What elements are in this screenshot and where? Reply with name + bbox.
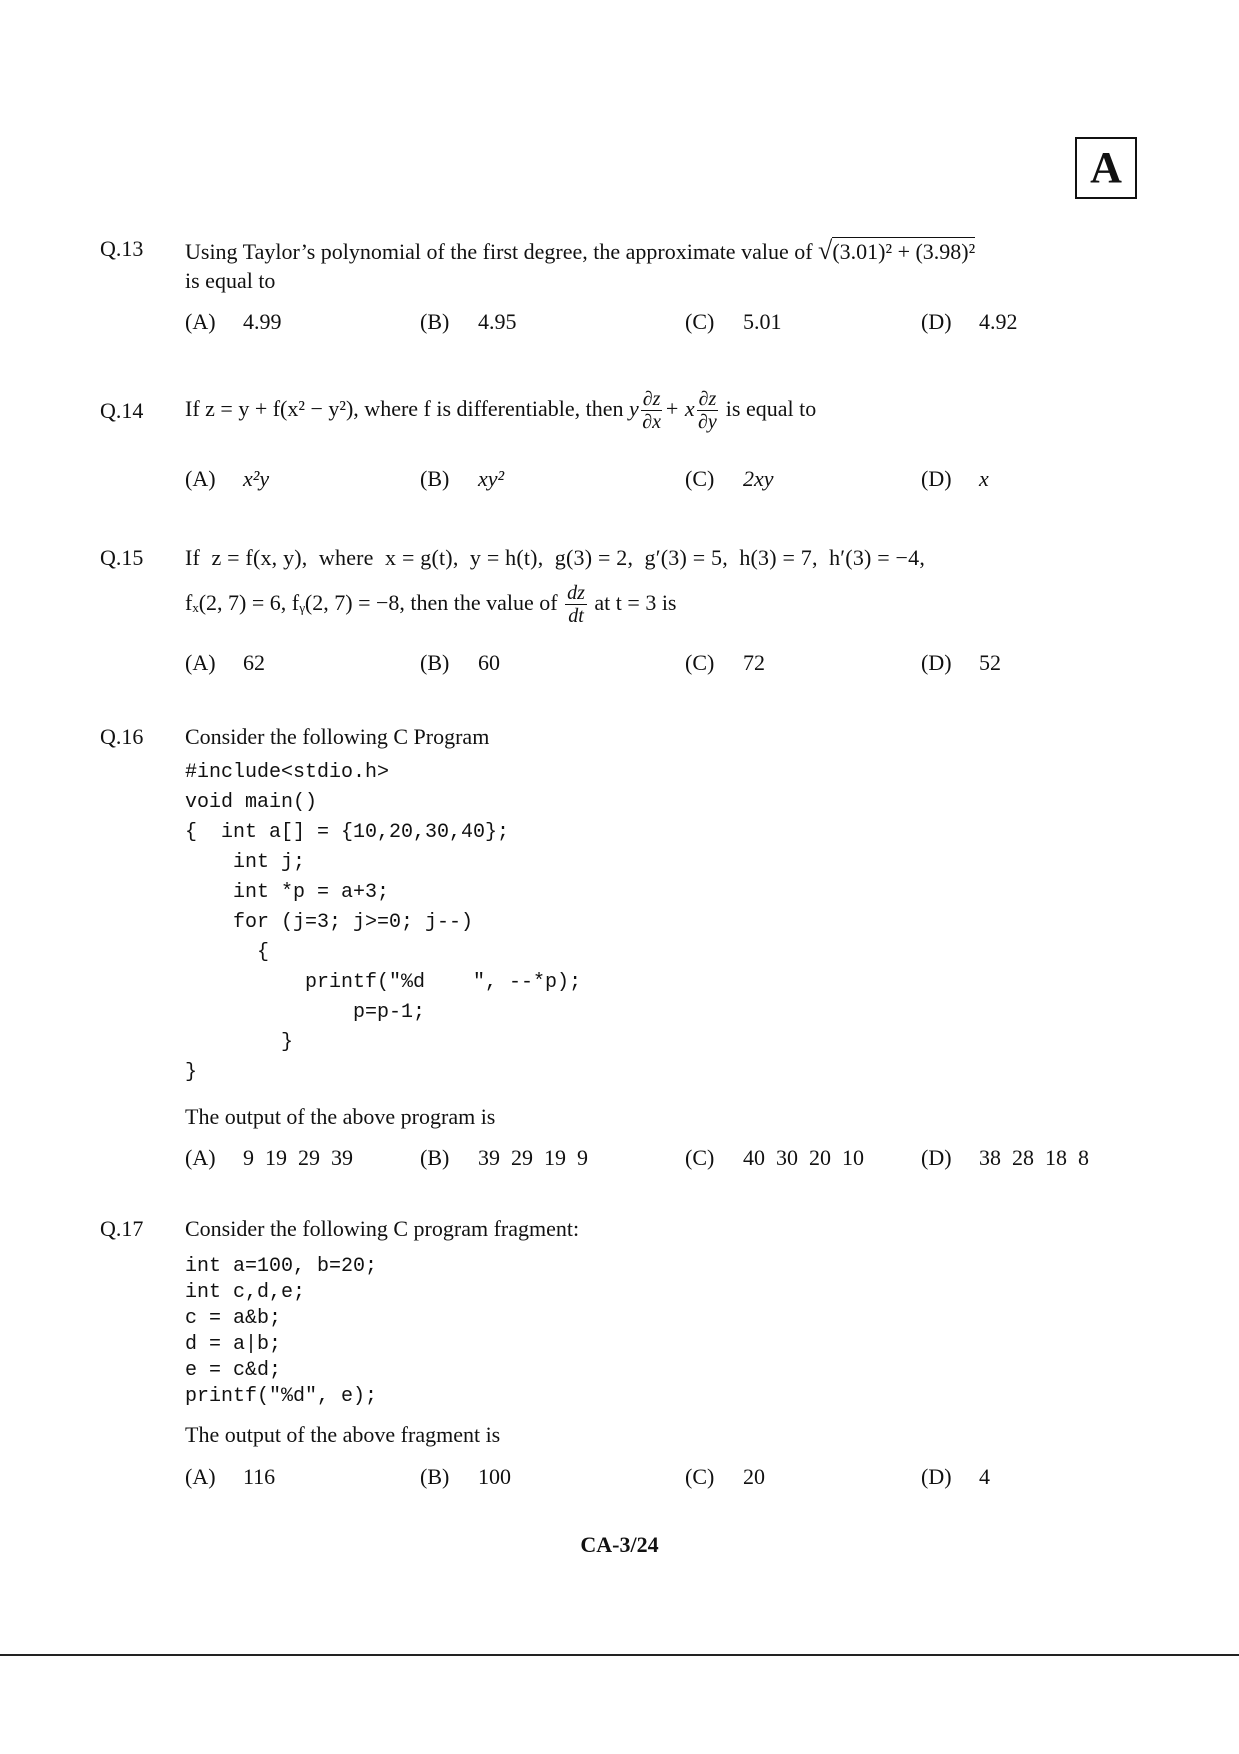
code-line: int c,d,e; [185, 1281, 306, 1304]
code-line: printf("%d", e); [185, 1385, 378, 1408]
q15-option-a[interactable]: (A) 62 [185, 650, 265, 675]
code-line: for (j=3; j>=0; j--) [185, 911, 474, 934]
q17-option-a[interactable]: (A) 116 [185, 1464, 276, 1489]
q14-option-d[interactable]: (D) x [921, 466, 989, 491]
q14-frac-dzdx: $\frac{\partial z}{\partial x}$ [642, 388, 662, 434]
q14-text-a: If z = y + f(x² − y²), where f is differentiable, then [185, 396, 624, 421]
q16-option-c[interactable]: (C) 40 30 20 10 [685, 1145, 864, 1170]
q14-text [185, 384, 816, 434]
code-line: } [185, 1031, 294, 1054]
q16-option-a[interactable]: (A) 9 19 29 39 [185, 1145, 353, 1170]
code-line: #include<stdio.h> [185, 761, 390, 784]
code-line: void main() [185, 791, 318, 814]
q15-option-b[interactable]: (B) 60 [420, 650, 500, 675]
q14-expr-plus-x: + x [664, 396, 695, 421]
code-line: int a=100, b=20; [185, 1255, 378, 1278]
page-footer: CA-3/24 [580, 1532, 659, 1557]
q15-frac-dzdt: $\frac{dz}{dt}$ [567, 582, 585, 628]
q14-number: Q.14 [100, 398, 144, 423]
q17-number: Q.17 [100, 1216, 144, 1241]
page-divider [0, 1654, 1239, 1656]
code-line: printf("%d ", --*p); [185, 971, 582, 994]
q17-question: The output of the above fragment is [185, 1422, 501, 1447]
q16-option-d[interactable]: (D) 38 28 18 8 [921, 1145, 1089, 1170]
code-line: c = a&b; [185, 1307, 282, 1330]
q13-sqrt: √(3.01)² + (3.98)² [818, 236, 976, 265]
q14-expr-y: y [629, 396, 639, 421]
code-line: e = c&d; [185, 1359, 282, 1382]
q15-line2-a: fₓ(2, 7) = 6, fᵧ(2, 7) = −8, then the value of [185, 590, 558, 615]
q16-code-block [185, 758, 581, 1088]
q15-option-d[interactable]: (D) 52 [921, 650, 1001, 675]
q13-number: Q.13 [100, 236, 144, 261]
q15-line2-b: at t = 3 is [594, 590, 677, 615]
question-set-label [1075, 137, 1137, 199]
q14-text-b: is equal to [725, 396, 817, 421]
q13-radicand: (3.01)² + (3.98)² [832, 239, 976, 264]
q17-code-block [185, 1254, 377, 1410]
q13-option-c[interactable]: (C) 5.01 [685, 309, 782, 334]
q15-line1: If z = f(x, y), where x = g(t), y = h(t), g(3) = 2, g′(3) = 5, h(3) = 7, h′(3) = −4, [185, 545, 926, 570]
q16-number: Q.16 [100, 724, 144, 749]
q16-intro: Consider the following C Program [185, 724, 490, 749]
code-line: { int a[] = {10,20,30,40}; [185, 821, 510, 844]
q16-option-b[interactable]: (B) 39 29 19 9 [420, 1145, 588, 1170]
q13-text [185, 236, 975, 266]
code-line: d = a|b; [185, 1333, 282, 1356]
code-line: int j; [185, 851, 306, 874]
q14-frac-dzdy: $\frac{\partial z}{\partial y}$ [698, 388, 717, 434]
q15-number: Q.15 [100, 545, 144, 570]
q17-option-c[interactable]: (C) 20 [685, 1464, 765, 1489]
q17-intro: Consider the following C program fragment: [185, 1216, 580, 1241]
q14-option-a[interactable]: (A) x²y [185, 466, 270, 491]
q15-option-c[interactable]: (C) 72 [685, 650, 765, 675]
q13-option-d[interactable]: (D) 4.92 [921, 309, 1018, 334]
q14-option-b[interactable]: (B) xy² [420, 466, 505, 491]
q16-question: The output of the above program is [185, 1104, 496, 1129]
code-line: } [185, 1061, 198, 1084]
q14-option-c[interactable]: (C) 2xy [685, 466, 774, 491]
q15-line2 [185, 578, 677, 628]
q17-option-b[interactable]: (B) 100 [420, 1464, 511, 1489]
q13-option-b[interactable]: (B) 4.95 [420, 309, 517, 334]
q13-text-b: is equal to [185, 268, 276, 293]
q13-text-a: Using Taylor’s polynomial of the first degree, the approximate value of [185, 239, 813, 264]
code-line: p=p-1; [185, 1001, 426, 1024]
set-label-text: A [1090, 143, 1122, 192]
q13-option-a[interactable]: (A) 4.99 [185, 309, 282, 334]
code-line: int *p = a+3; [185, 881, 390, 904]
code-line: { [185, 941, 270, 964]
q17-option-d[interactable]: (D) 4 [921, 1464, 990, 1489]
